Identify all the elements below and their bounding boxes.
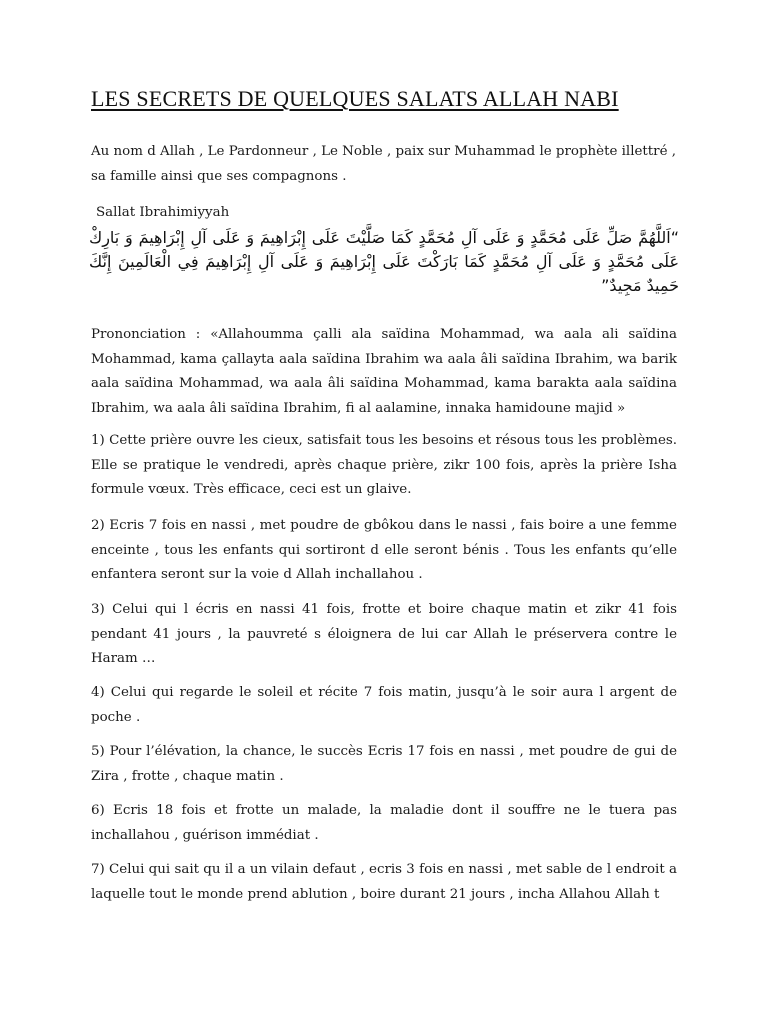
intro-paragraph: Au nom d Allah , Le Pardonneur , Le Noble , paix sur Muhammad le prophète illettré , sa famille ainsi que ses compagnons . bbox=[91, 144, 677, 184]
point-5-paragraph: 5) Pour l’élévation, la chance, le succès Ecris 17 fois en nassi , met poudre de gui de Zira , frotte , chaque matin . bbox=[91, 744, 677, 784]
sallat-heading: Sallat Ibrahimiyyah bbox=[96, 205, 230, 220]
point-2-paragraph: 2) Ecris 7 fois en nassi , met poudre de gbôkou dans le nassi , fais boire a une femme enceinte , tous les enfants qui sortiront d elle seront bénis . Tous les enfants qu’elle enfantera seront sur la voie d Allah inchallahou . bbox=[91, 518, 677, 582]
point-1-paragraph: 1) Cette prière ouvre les cieux, satisfait tous les besoins et résous tous les problèmes. Elle se pratique le vendredi, après chaque prière, zikr 100 fois, après la prière Isha formule vœux. Très efficace, ceci est un glaive. bbox=[91, 433, 677, 497]
arabic-prayer-text: “اَللَّهُمَّ صَلِّ عَلَى مُحَمَّدٍ وَ عَلَى آلِ مُحَمَّدٍ كَمَا صَلَّيْتَ عَلَى إِبْرَاهِيمَ وَ عَلَى آلِ إِبْرَاهِيمَ وَ بَارِكْ عَلَى مُحَمَّدٍ وَ عَلَى آلِ مُحَمَّدٍ كَمَا بَارَكْتَ عَلَى إِبْرَاهِيمَ وَ عَلَى آلِ إِبْرَاهِيمَ فِي الْعَالَمِينَ إِنَّكَ حَمِيدٌ مَجِيدٌ” bbox=[89, 228, 679, 295]
point-7-paragraph: 7) Celui qui sait qu il a un vilain defaut , ecris 3 fois en nassi , met sable de l endroit a laquelle tout le monde prend ablution , boire durant 21 jours , incha Allahou Allah t bbox=[91, 862, 677, 902]
page-title: LES SECRETS DE QUELQUES SALATS ALLAH NABI bbox=[91, 86, 619, 111]
point-3-paragraph: 3) Celui qui l écris en nassi 41 fois, frotte et boire chaque matin et zikr 41 fois pendant 41 jours , la pauvreté s éloignera de lui car Allah le préservera contre le Haram … bbox=[91, 602, 677, 666]
pronunciation-paragraph: Prononciation : «Allahoumma çalli ala saïdina Mohammad, wa aala ali saïdina Mohammad, kama çallayta aala saïdina Ibrahim wa aala âli saïdina Ibrahim, wa barik aala saïdina Mohammad, wa aala âli saïdina Mohammad, kama barakta aala saïdina Ibrahim, wa aala âli saïdina Ibrahim, fi al aalamine, innaka hamidoune majid » bbox=[91, 327, 677, 416]
point-6-paragraph: 6) Ecris 18 fois et frotte un malade, la maladie dont il souffre ne le tuera pas inchallahou , guérison immédiat . bbox=[91, 803, 677, 843]
point-4-paragraph: 4) Celui qui regarde le soleil et récite 7 fois matin, jusqu’à le soir aura l argent de poche . bbox=[91, 685, 677, 725]
